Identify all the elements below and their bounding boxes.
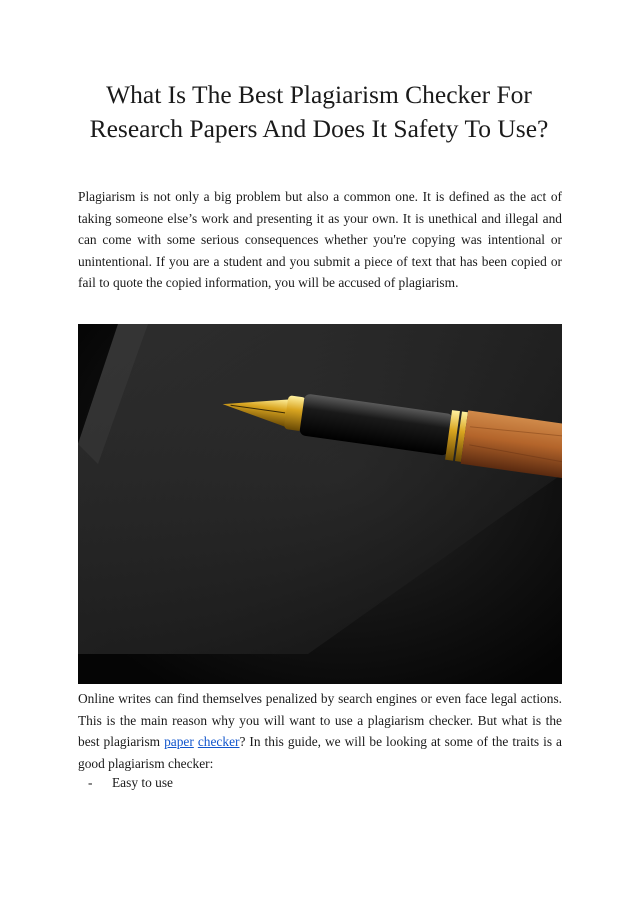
second-paragraph-text: Online writes can find themselves penalized by search engines or even face legal actions. This is the main reason why you will want to use a plagiarism checker. But what is the best plagiarism <box>78 691 562 750</box>
list-bullet-marker: - <box>88 775 93 790</box>
list-item <box>88 772 173 794</box>
fountain-pen-image <box>78 324 562 684</box>
intro-paragraph: Plagiarism is not only a big problem but also a common one. It is defined as the act of taking someone else’s work and presenting it as your own. It is unethical and illegal and can come with some serious consequences whether you're copying was intentional or unintentional. If you are a student and you submit a piece of text that has been copied or fail to quote the copied information, you will be accused of plagiarism. <box>78 189 562 291</box>
page-title: What Is The Best Plagiarism Checker For Research Papers And Does It Safety To Use? <box>89 80 549 143</box>
paper-link[interactable]: paper <box>164 734 194 750</box>
second-paragraph <box>78 688 562 774</box>
second-paragraph-text-end: ? In this guide, we will be looking at some of the traits is a good plagiarism checker: <box>78 734 562 771</box>
checker-link[interactable]: checker <box>197 734 240 750</box>
list-item-text: Easy to use <box>112 775 173 790</box>
traits-list <box>88 772 173 794</box>
